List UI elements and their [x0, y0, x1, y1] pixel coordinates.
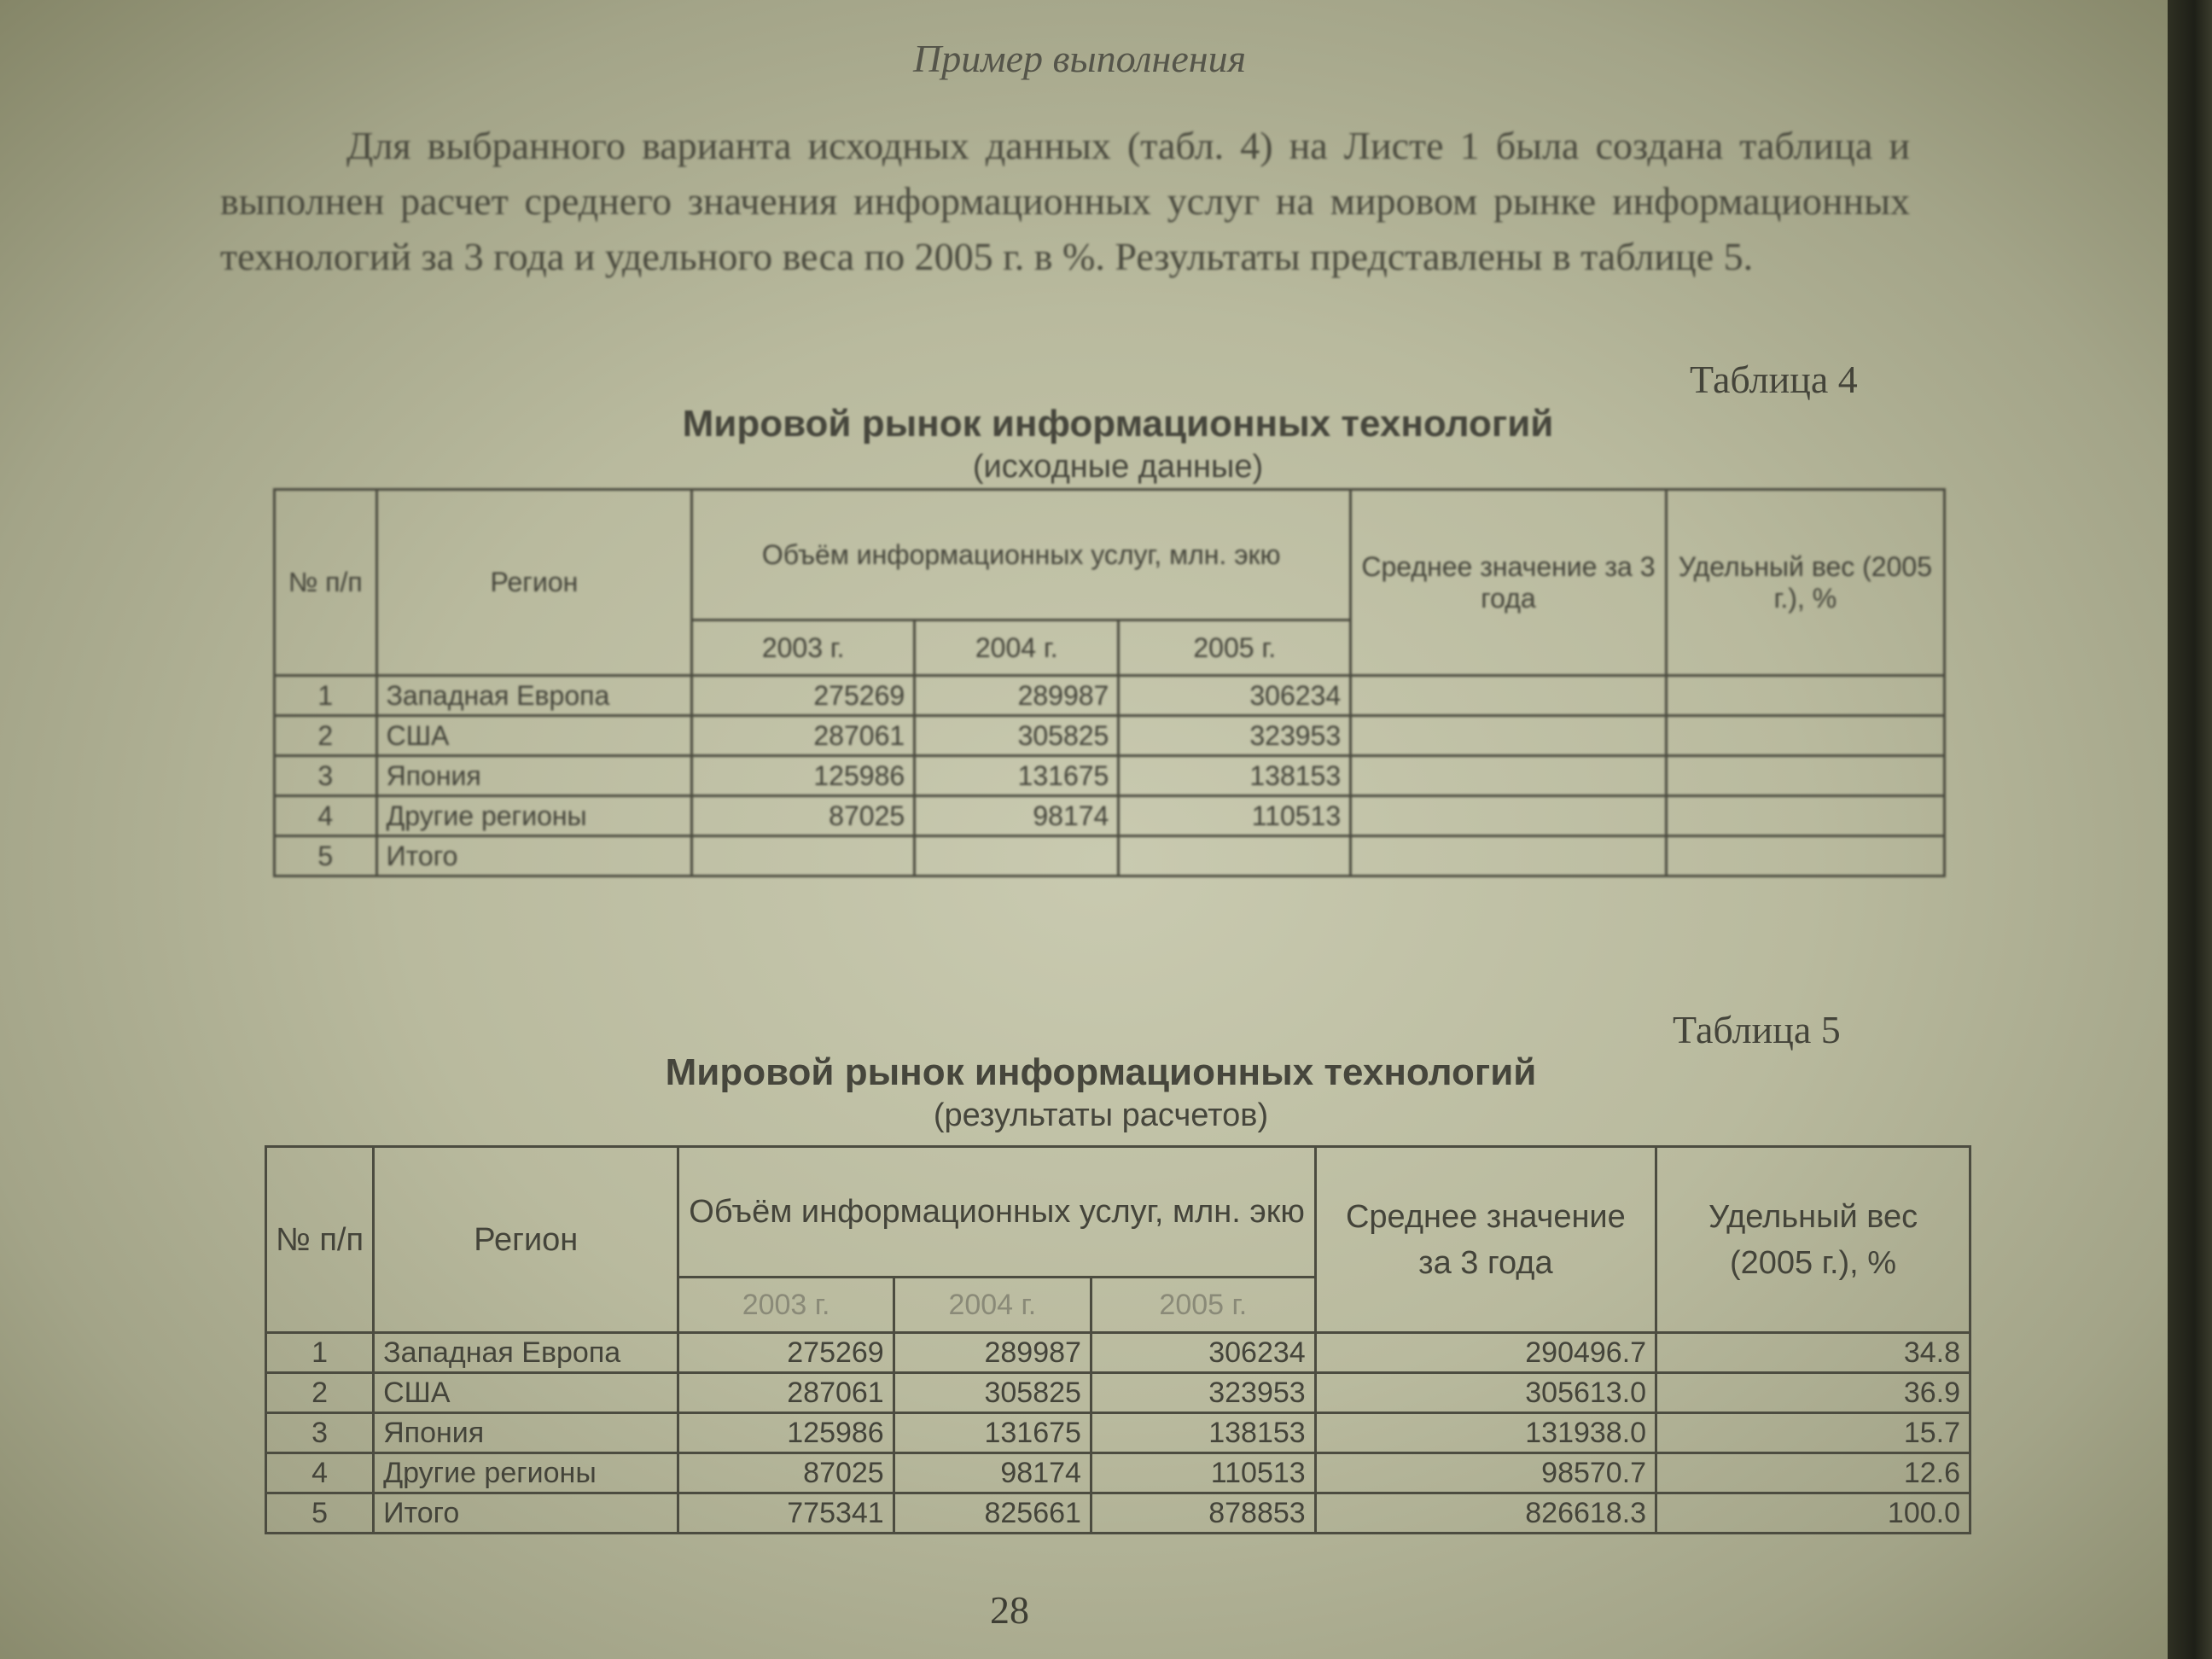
table-row — [275, 796, 1945, 836]
table-row — [275, 756, 1945, 796]
row-avg: 290496.7 — [1315, 1333, 1656, 1373]
table5-header-2004: 2004 г. — [894, 1278, 1091, 1333]
table5-header-share: Удельный вес (2005 г.), % — [1656, 1147, 1970, 1333]
row-region: Другие регионы — [376, 796, 692, 836]
table4-header-share: Удельный вес (2005 г.), % — [1666, 490, 1944, 676]
row-share: 12.6 — [1656, 1453, 1970, 1493]
row-2003: 287061 — [692, 716, 915, 756]
page-number: 28 — [990, 1588, 1029, 1632]
row-num: 2 — [266, 1373, 374, 1413]
row-num: 3 — [266, 1413, 374, 1453]
row-2003: 125986 — [692, 756, 915, 796]
row-2005: 878853 — [1091, 1493, 1315, 1534]
row-2003: 275269 — [692, 676, 915, 716]
row-2005: 110513 — [1119, 796, 1351, 836]
table5-header-volume: Объём информационных услуг, млн. экю — [678, 1147, 1315, 1278]
table5-label: Таблица 5 — [1673, 1008, 1841, 1051]
table4-header-volume: Объём информационных услуг, млн. экю — [692, 490, 1351, 620]
row-avg — [1351, 796, 1667, 836]
book-page — [119, 17, 2108, 1639]
row-region: Западная Европа — [374, 1333, 678, 1373]
row-2004: 305825 — [915, 716, 1119, 756]
table4-title-block — [563, 403, 1673, 488]
row-2003: 87025 — [678, 1453, 894, 1493]
row-num: 5 — [266, 1493, 374, 1534]
row-region: Другие регионы — [374, 1453, 678, 1493]
row-num: 1 — [266, 1333, 374, 1373]
row-2004: 131675 — [894, 1413, 1091, 1453]
row-num: 1 — [275, 676, 377, 716]
running-head: Пример выполнения — [913, 37, 1246, 80]
table5-subtitle: (результаты расчетов) — [933, 1097, 1269, 1133]
table-row — [275, 676, 1945, 716]
row-avg — [1351, 836, 1667, 876]
table4-header-region: Регион — [376, 490, 692, 676]
table5-title: Мировой рынок информационных технологий — [665, 1051, 1537, 1093]
row-2004: 98174 — [915, 796, 1119, 836]
row-2004: 289987 — [894, 1333, 1091, 1373]
row-2005: 323953 — [1091, 1373, 1315, 1413]
row-2005: 138153 — [1091, 1413, 1315, 1453]
table-row — [275, 716, 1945, 756]
row-2004 — [915, 836, 1119, 876]
row-avg — [1351, 676, 1667, 716]
row-avg: 305613.0 — [1315, 1373, 1656, 1413]
row-avg: 826618.3 — [1315, 1493, 1656, 1534]
row-share: 100.0 — [1656, 1493, 1970, 1534]
row-2004: 825661 — [894, 1493, 1091, 1534]
row-2004: 305825 — [894, 1373, 1091, 1413]
row-region: Япония — [376, 756, 692, 796]
table4-subtitle: (исходные данные) — [972, 449, 1264, 485]
row-share — [1666, 756, 1944, 796]
table5 — [265, 1145, 1971, 1534]
row-avg — [1351, 756, 1667, 796]
row-region: Западная Европа — [376, 676, 692, 716]
row-2005 — [1119, 836, 1351, 876]
row-2003 — [692, 836, 915, 876]
row-2004: 98174 — [894, 1453, 1091, 1493]
table5-header-2003: 2003 г. — [678, 1278, 894, 1333]
table4-title: Мировой рынок информационных технологий — [682, 403, 1554, 445]
row-num: 5 — [275, 836, 377, 876]
table4 — [273, 488, 1946, 877]
row-avg — [1351, 716, 1667, 756]
row-2005: 323953 — [1119, 716, 1351, 756]
row-region: США — [376, 716, 692, 756]
row-num: 4 — [266, 1453, 374, 1493]
table5-title-block — [546, 1051, 1656, 1137]
table-row — [266, 1373, 1970, 1413]
row-2004: 131675 — [915, 756, 1119, 796]
table4-header-avg: Среднее значение за 3 года — [1351, 490, 1667, 676]
row-share: 15.7 — [1656, 1413, 1970, 1453]
table5-header-avg: Среднее значение за 3 года — [1315, 1147, 1656, 1333]
book-spine-edge — [2168, 0, 2212, 1659]
table5-header-2005: 2005 г. — [1091, 1278, 1315, 1333]
row-avg: 98570.7 — [1315, 1453, 1656, 1493]
table4-header-num: № п/п — [275, 490, 377, 676]
row-share: 34.8 — [1656, 1333, 1970, 1373]
table4-header-2004: 2004 г. — [915, 620, 1119, 676]
row-2004: 289987 — [915, 676, 1119, 716]
row-2003: 775341 — [678, 1493, 894, 1534]
row-2005: 138153 — [1119, 756, 1351, 796]
table4-label: Таблица 4 — [1690, 358, 1858, 401]
row-region: Итого — [374, 1493, 678, 1534]
table-row — [266, 1413, 1970, 1453]
table5-header-region: Регион — [374, 1147, 678, 1333]
row-2003: 275269 — [678, 1333, 894, 1373]
row-2005: 306234 — [1091, 1333, 1315, 1373]
row-region: США — [374, 1373, 678, 1413]
row-share — [1666, 796, 1944, 836]
row-region: Япония — [374, 1413, 678, 1453]
row-share: 36.9 — [1656, 1373, 1970, 1413]
intro-paragraph: Для выбранного варианта исходных данных (табл. 4) на Листе 1 была создана таблица и выполнен расчет среднего значения информационных услуг на мировом рынке информационных технологий за 3 года и удельного веса по 2005 г. в %. Результаты представлены в таблице 5. — [220, 124, 1910, 278]
row-num: 3 — [275, 756, 377, 796]
table4-header-2003: 2003 г. — [692, 620, 915, 676]
row-share — [1666, 836, 1944, 876]
table4-header-2005: 2005 г. — [1119, 620, 1351, 676]
row-num: 2 — [275, 716, 377, 756]
row-avg: 131938.0 — [1315, 1413, 1656, 1453]
row-share — [1666, 716, 1944, 756]
table-row — [266, 1333, 1970, 1373]
table-row — [275, 836, 1945, 876]
row-2005: 306234 — [1119, 676, 1351, 716]
row-2005: 110513 — [1091, 1453, 1315, 1493]
table-row — [266, 1453, 1970, 1493]
row-2003: 125986 — [678, 1413, 894, 1453]
row-2003: 87025 — [692, 796, 915, 836]
row-2003: 287061 — [678, 1373, 894, 1413]
table5-header-num: № п/п — [266, 1147, 374, 1333]
row-share — [1666, 676, 1944, 716]
table-row — [266, 1493, 1970, 1534]
row-num: 4 — [275, 796, 377, 836]
row-region: Итого — [376, 836, 692, 876]
